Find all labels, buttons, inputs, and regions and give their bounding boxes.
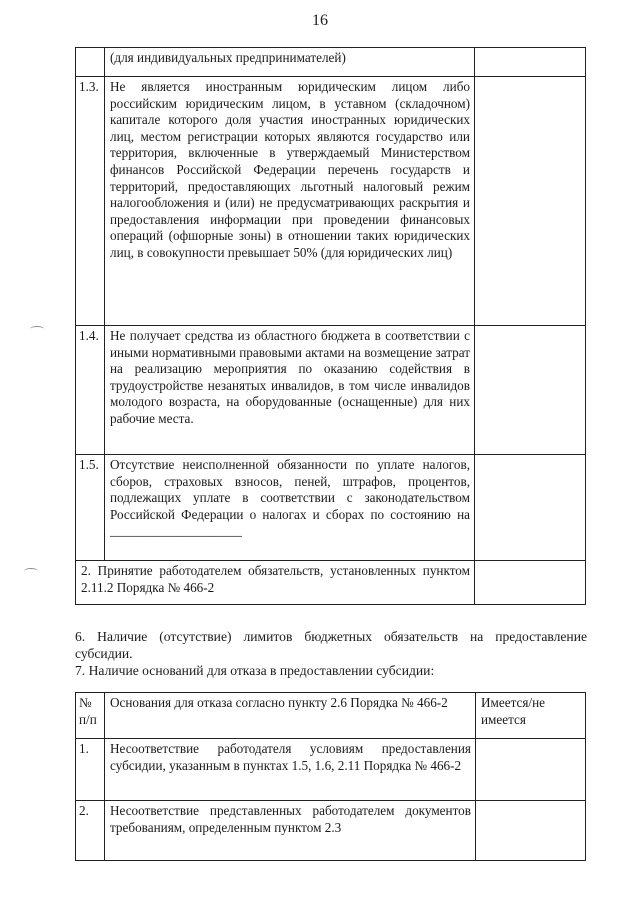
table-header-row (76, 693, 586, 739)
paragraph-7: 7. Наличие оснований для отказа в предоставлении субсидии: (75, 663, 435, 678)
page-number: 16 (312, 12, 328, 29)
scan-mark (30, 326, 44, 332)
grounds-text: Несоответствие представленных работодателем документов требованиям, определенным пунктом 2.3 (105, 801, 476, 861)
table-row (76, 455, 586, 561)
table-row (76, 48, 586, 77)
criterion-value-cell (475, 48, 586, 77)
row-number (76, 48, 105, 77)
criterion-text: Не получает средства из областного бюджета в соответствии с иными нормативными правовыми актами на возмещение затрат на реализацию мероприятия по оказанию содействия в трудоустройстве незанятых инвалидов, в том числе инвалидов молодого возраста, на оборудованные (оснащенные) для них рабочие места. (105, 326, 475, 455)
scan-mark (24, 568, 38, 574)
obligation-text: 2. Принятие работодателем обязательств, установленных пунктом 2.11.2 Порядка № 466-2 (76, 561, 475, 605)
obligation-value-cell (475, 561, 586, 605)
grounds-text: Несоответствие работодателя условиям предоставления субсидии, указанным в пунктах 1.5, 1.6, 2.11 Порядка № 466-2 (105, 739, 476, 801)
refusal-grounds-table (75, 692, 586, 861)
header-number: № п/п (76, 693, 105, 739)
criteria-table (75, 47, 586, 605)
status-cell (476, 739, 586, 801)
criterion-value-cell (475, 77, 586, 326)
criterion-value-cell (475, 455, 586, 561)
table-row (76, 801, 586, 861)
criterion-text: (для индивидуальных предпринимателей) (105, 48, 475, 77)
row-number: 2. (76, 801, 105, 861)
table-row (76, 77, 586, 326)
status-cell (476, 801, 586, 861)
row-number: 1.5. (76, 455, 105, 561)
header-grounds: Основания для отказа согласно пункту 2.6 Порядка № 466-2 (105, 693, 476, 739)
paragraph-6: 6. Наличие (отсутствие) лимитов бюджетных обязательств на предоставление субсидии. (75, 629, 587, 661)
row-number: 1.4. (76, 326, 105, 455)
table-row (76, 561, 586, 605)
criterion-text: Отсутствие неисполненной обязанности по уплате налогов, сборов, страховых взносов, пеней, штрафов, процентов, подлежащих уплате в соответствии с законодательством Российской Федерации о налогах и сборах по состоянию на ____________________ (105, 455, 475, 561)
table-row (76, 326, 586, 455)
criterion-value-cell (475, 326, 586, 455)
table-row (76, 739, 586, 801)
row-number: 1.3. (76, 77, 105, 326)
criterion-text: Не является иностранным юридическим лицом либо российским юридическим лицом, в уставном (складочном) капитале которого доля участия иностранных юридических лиц, местом регистрации которых являются государство или территория, включенные в утверждаемый Министерством финансов Российской Федерации перечень государств и территорий, предоставляющих льготный налоговый режим налогообложения и (или) не предусматривающих раскрытия и предоставления информации при проведении финансовых операций (офшорные зоны) в отношении таких юридических лиц, в совокупности превышает 50% (для юридических лиц) (105, 77, 475, 326)
header-status: Имеется/не имеется (476, 693, 586, 739)
row-number: 1. (76, 739, 105, 801)
